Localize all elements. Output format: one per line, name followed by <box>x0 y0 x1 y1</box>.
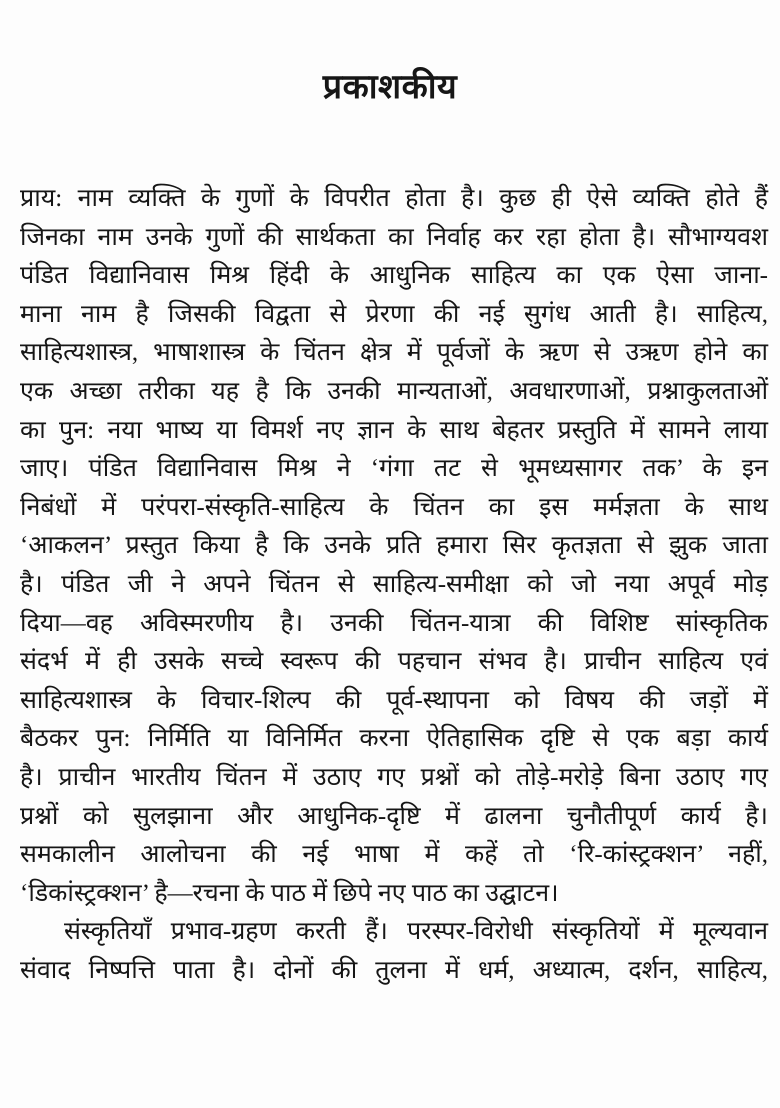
text-line: प्रश्नों को सुलझाना और आधुनिक-दृष्टि में ढालना चुनौतीपूर्ण कार्य है। <box>20 802 768 830</box>
text-line: जाए। पंडित विद्यानिवास मिश्र ने ‘गंगा तट से भूमध्यसागर तक’ के इन <box>20 455 768 483</box>
body-text <box>20 180 768 990</box>
text-line: जिनका नाम उनके गुणों की सार्थकता का निर्वाह कर रहा होता है। सौभाग्यवश <box>20 223 768 251</box>
text-line: है। प्राचीन भारतीय चिंतन में उठाए गए प्रश्नों को तोड़े-मरोड़े बिना उठाए गए <box>20 763 768 791</box>
text-line: प्राय: नाम व्यक्ति के गुणों के विपरीत होता है। कुछ ही ऐसे व्यक्ति होते हैं <box>20 185 768 212</box>
paragraph-start-line: संस्कृतियाँ प्रभाव-ग्रहण करती हैं। परस्पर-विरोधी संस्कृतियों में मूल्यवान <box>64 918 768 946</box>
text-line: दिया—वह अविस्मरणीय है। उनकी चिंतन-यात्रा की विशिष्ट सांस्कृतिक <box>20 609 768 637</box>
text-line: माना नाम है जिसकी विद्वता से प्रेरणा की नई सुगंध आती है। साहित्य, <box>20 300 768 328</box>
text-line: का पुन: नया भाष्य या विमर्श नए ज्ञान के साथ बेहतर प्रस्तुति में सामने लाया <box>20 416 768 444</box>
text-line: बैठकर पुन: निर्मिति या विनिर्मित करना ऐतिहासिक दृष्टि से एक बड़ा कार्य <box>20 725 768 753</box>
text-line: साहित्यशास्त्र के विचार-शिल्प की पूर्व-स्थापना को विषय की जड़ों में <box>20 686 768 714</box>
text-line: पंडित विद्यानिवास मिश्र हिंदी के आधुनिक साहित्य का एक ऐसा जाना- <box>20 262 768 290</box>
text-line: एक अच्छा तरीका यह है कि उनकी मान्यताओं, अवधारणाओं, प्रश्नाकुलताओं <box>20 377 768 405</box>
page-title: प्रकाशकीय <box>322 69 458 106</box>
text-line: समकालीन आलोचना की नई भाषा में कहें तो ‘रि-कांस्ट्रक्शन’ नहीं, <box>20 841 768 869</box>
text-line: ‘आकलन’ प्रस्तुत किया है कि उनके प्रति हमारा सिर कृतज्ञता से झुक जाता <box>20 532 768 560</box>
text-line: ‘डिकांस्ट्रक्शन’ है—रचना के पाठ में छिपे नए पाठ का उद्घाटन। <box>20 879 559 907</box>
text-line: साहित्यशास्त्र, भाषाशास्त्र के चिंतन क्षेत्र में पूर्वजों के ऋण से उऋण होने का <box>20 339 768 367</box>
text-line: संदर्भ में ही उसके सच्चे स्वरूप की पहचान संभव है। प्राचीन साहित्य एवं <box>20 648 768 676</box>
text-line: निबंधों में परंपरा-संस्कृति-साहित्य के चिंतन का इस मर्मज्ञता के साथ <box>20 493 768 521</box>
text-line: संवाद निष्पत्ति पाता है। दोनों की तुलना में धर्म, अध्यात्म, दर्शन, साहित्य, <box>20 956 768 984</box>
text-line: है। पंडित जी ने अपने चिंतन से साहित्य-समीक्षा को जो नया अपूर्व मोड़ <box>20 570 768 598</box>
